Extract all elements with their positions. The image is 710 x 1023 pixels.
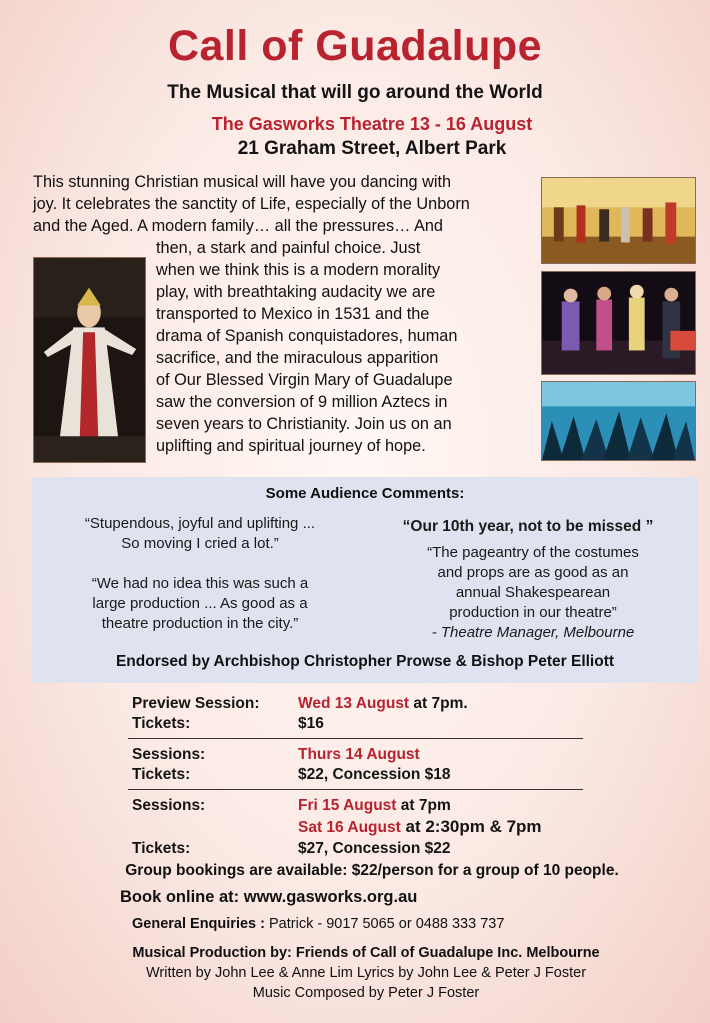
session1-tickets-price: $22, Concession $18 [298, 766, 451, 783]
divider [128, 738, 583, 739]
poster-subtitle: The Musical that will go around the World [167, 82, 543, 103]
session2-time2: at 2:30pm & 7pm [400, 817, 542, 836]
description-line: then, a stark and painful choice. Just [156, 239, 421, 257]
quote-line: “The pageantry of the costumes [427, 544, 639, 561]
production-credit: Musical Production by: Friends of Call of Guadalupe Inc. Melbourne [132, 945, 600, 961]
preview-label: Preview Session: [132, 695, 260, 712]
quote-line: theatre production in the city.” [101, 615, 299, 632]
session2-label: Sessions: [132, 797, 206, 814]
endorsement-line: Endorsed by Archbishop Christopher Prowse & Bishop Peter Elliott [115, 653, 615, 670]
description-line: transported to Mexico in 1531 and the [156, 305, 430, 323]
stage-photo-battle [541, 381, 696, 461]
quote-line: and props are as good as an [437, 564, 629, 581]
enquiries-label: General Enquiries : [132, 916, 269, 932]
divider [128, 789, 583, 790]
description-line: seven years to Christianity. Join us on an [156, 415, 452, 433]
comment-quote [388, 543, 678, 643]
address-line: 21 Graham Street, Albert Park [237, 138, 507, 159]
session2-line2 [298, 817, 542, 838]
session2-tickets-label: Tickets: [132, 840, 191, 857]
description-line: joy. It celebrates the sanctity of Life, especially of the Unborn [33, 195, 470, 213]
session2-tickets-price: $27, Concession $22 [298, 840, 451, 857]
session2-time1: at 7pm [396, 797, 451, 814]
preview-tickets-price: $16 [298, 715, 324, 732]
quote-line: “Stupendous, joyful and uplifting ... [84, 515, 316, 532]
session1-date: Thurs 14 August [298, 746, 420, 763]
session1-label: Sessions: [132, 746, 206, 763]
writers-credit: Written by John Lee & Anne Lim Lyrics by John Lee & Peter J Foster [145, 965, 587, 981]
quote-line: So moving I cried a lot.” [121, 535, 279, 552]
session2-date2: Sat 16 August [298, 819, 401, 836]
preview-time: at 7pm. [409, 695, 468, 712]
poster-title: Call of Guadalupe [167, 22, 543, 70]
description-line: This stunning Christian musical will have you dancing with [33, 173, 452, 191]
stage-photo-conquistadores [541, 177, 696, 264]
description-line: sacrifice, and the miraculous apparition [156, 349, 439, 367]
description-line: drama of Spanish conquistadores, human [156, 327, 458, 345]
description-line: of Our Blessed Virgin Mary of Guadalupe [156, 371, 453, 389]
session2-line1 [298, 796, 451, 816]
description-line: saw the conversion of 9 million Aztecs in [156, 393, 448, 411]
preview-tickets-label: Tickets: [132, 715, 191, 732]
description-line: uplifting and spiritual journey of hope. [156, 437, 426, 455]
tenth-year-quote: “Our 10th year, not to be missed ” [402, 518, 654, 535]
preview-session [298, 694, 468, 714]
singer-photo [33, 257, 146, 463]
description-line: play, with breathtaking audacity we are [156, 283, 436, 301]
stage-photo-family [541, 271, 696, 375]
comment-quote [50, 514, 350, 554]
description-body [156, 237, 531, 457]
session2-date1: Fri 15 August [298, 797, 397, 814]
comments-heading: Some Audience Comments: [265, 485, 465, 502]
description-line: and the Aged. A modern family… all the pressures… And [33, 217, 443, 235]
quote-line: “We had no idea this was such a [91, 575, 309, 592]
music-credit: Music Composed by Peter J Foster [252, 985, 480, 1001]
quote-line: annual Shakespearean [455, 584, 611, 601]
description-line: when we think this is a modern morality [156, 261, 441, 279]
quote-line: large production ... As good as a [92, 595, 308, 612]
session1-tickets-label: Tickets: [132, 766, 191, 783]
comment-quote [50, 574, 350, 634]
audience-comments-panel [32, 477, 698, 683]
book-online: Book online at: www.gasworks.org.au [120, 888, 418, 906]
description-intro [33, 171, 531, 237]
venue-line: The Gasworks Theatre 13 - 16 August [211, 114, 533, 134]
quote-line: production in our theatre” [449, 604, 617, 621]
enquiries-line [132, 916, 504, 932]
preview-date: Wed 13 August [298, 695, 410, 712]
group-bookings: Group bookings are available: $22/person for a group of 10 people. [125, 862, 619, 879]
enquiries-contact: Patrick - 9017 5065 or 0488 333 737 [269, 916, 505, 932]
quote-attribution: - Theatre Manager, Melbourne [431, 624, 635, 641]
